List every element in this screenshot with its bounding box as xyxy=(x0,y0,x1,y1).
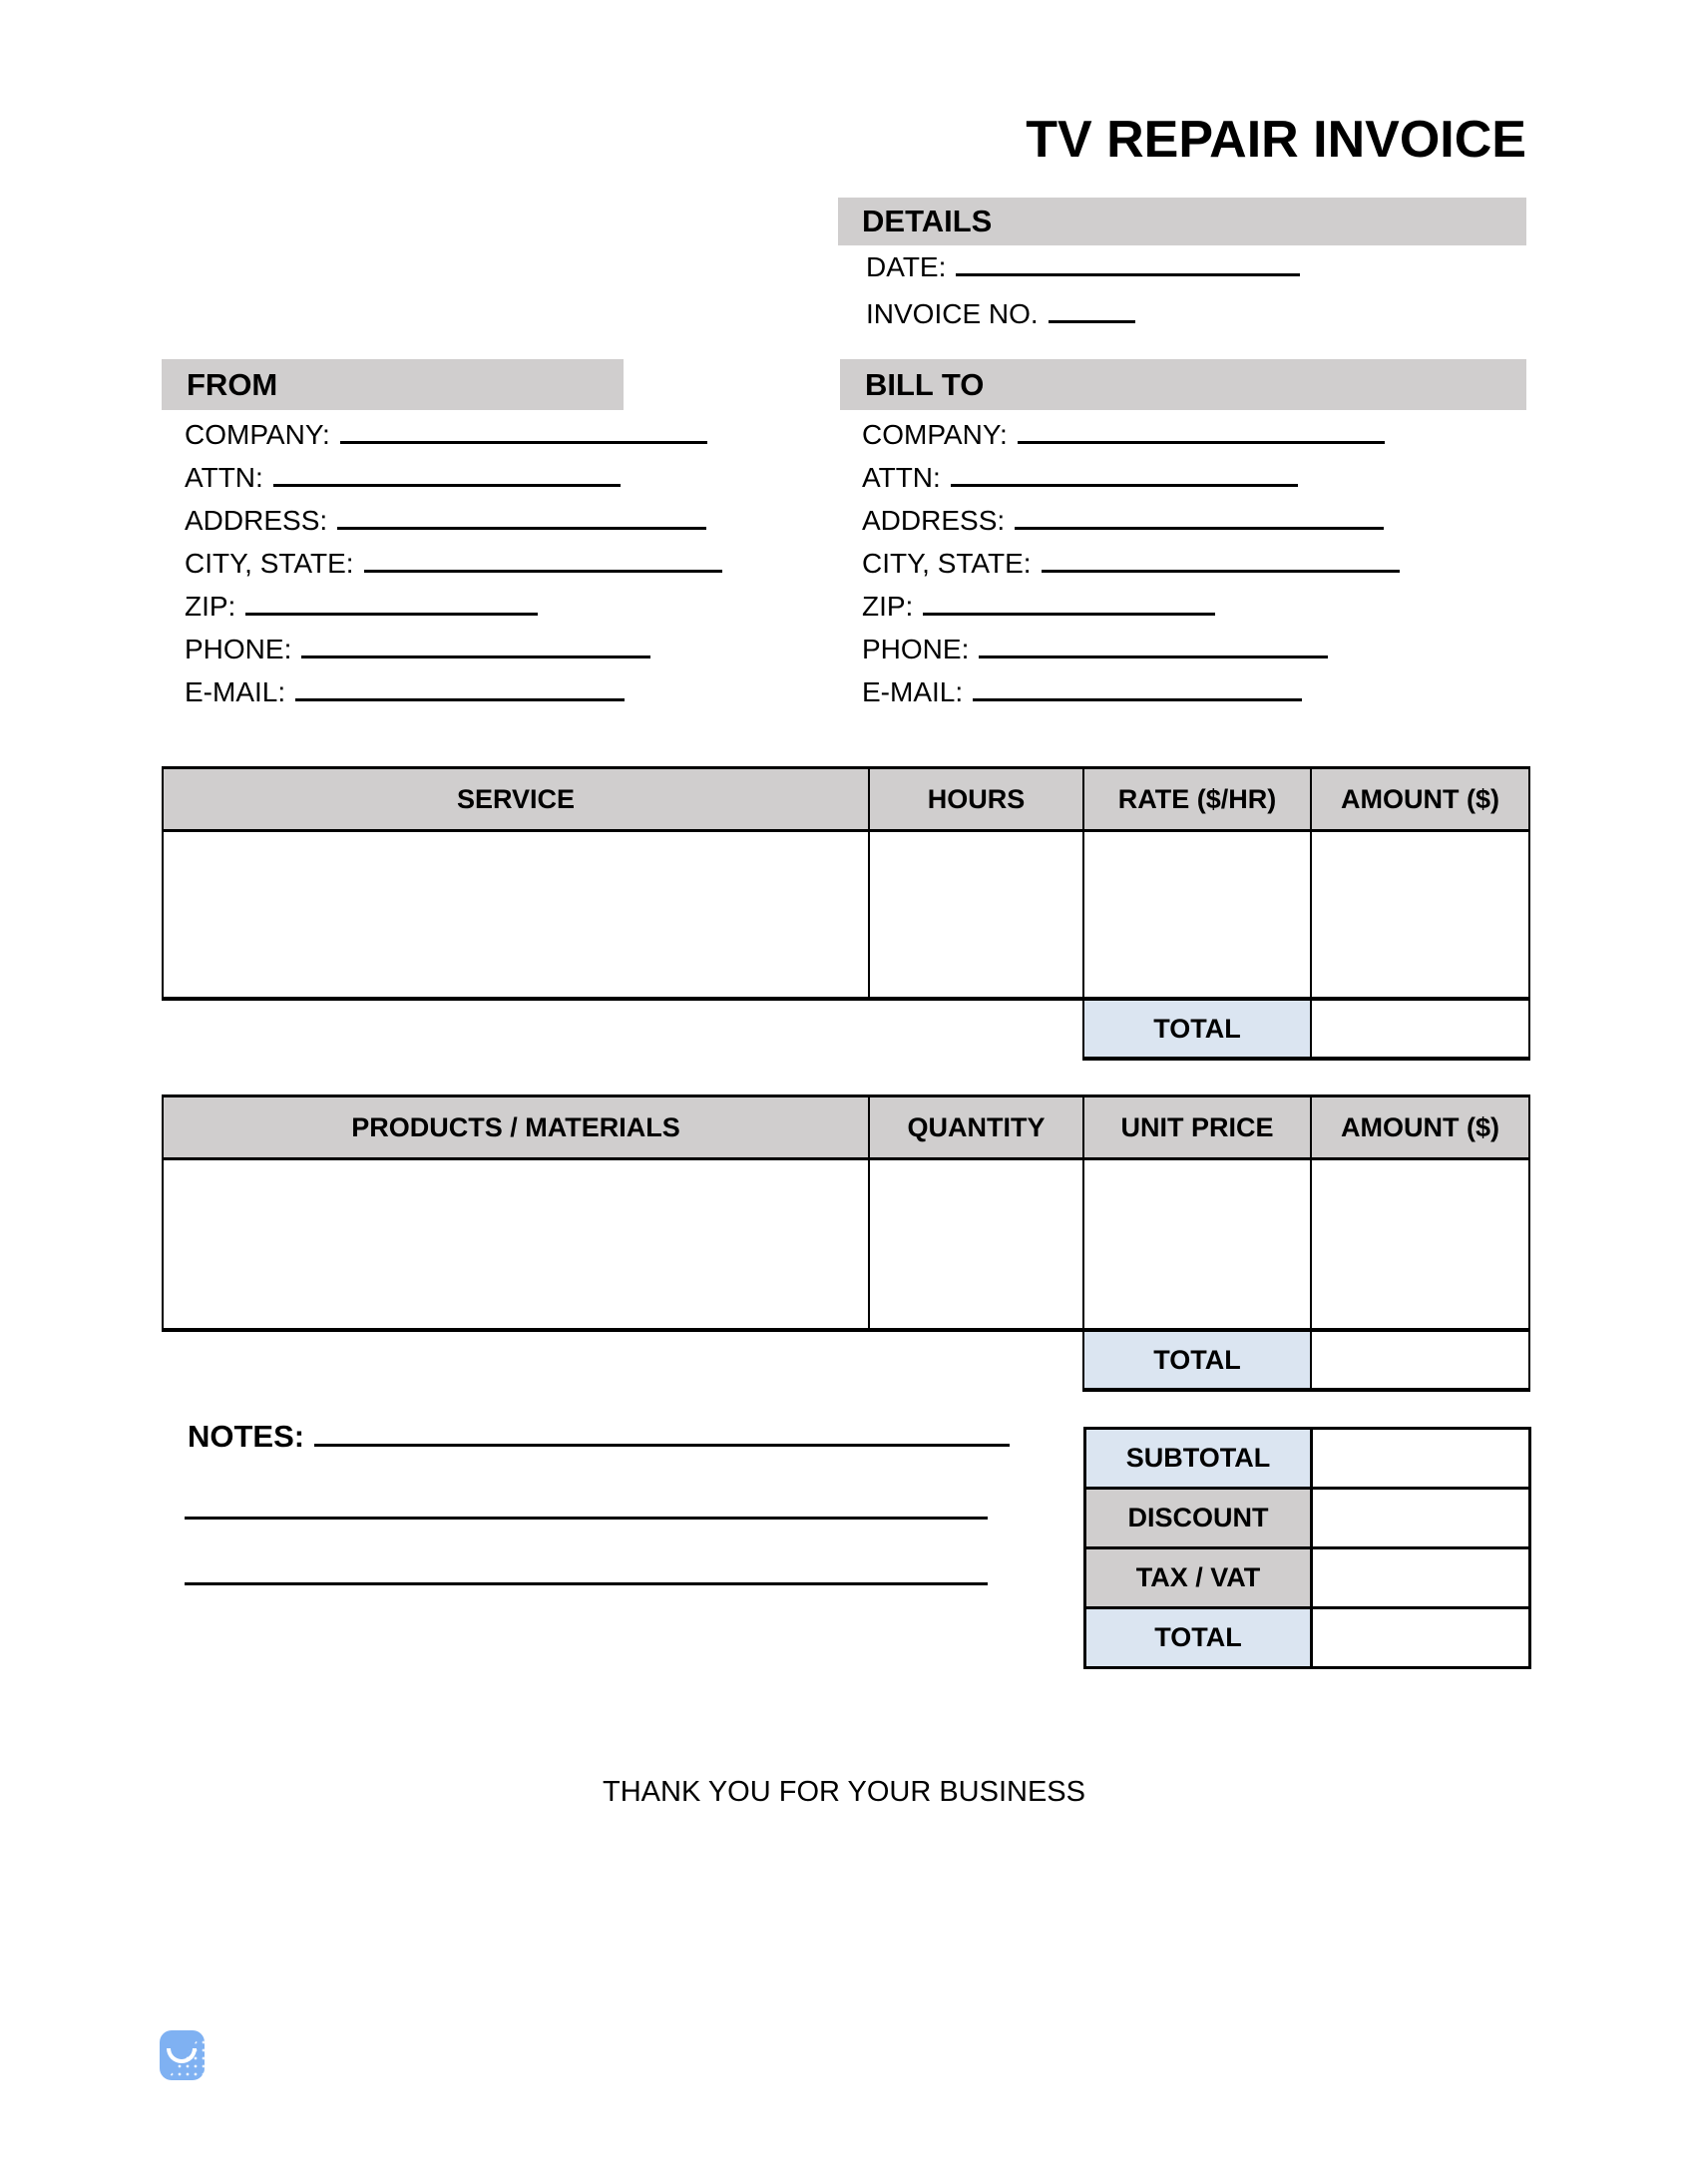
bill-to-phone-input-line[interactable] xyxy=(979,632,1328,658)
tax-vat-value-cell[interactable] xyxy=(1312,1548,1530,1608)
notes-row xyxy=(188,1419,1010,1455)
from-zip-row xyxy=(185,589,722,632)
bill-to-header-label: BILL TO xyxy=(865,366,985,402)
subtotal-row xyxy=(1085,1429,1530,1489)
products-table-header-row xyxy=(163,1096,1529,1159)
notes-input-line-3[interactable] xyxy=(185,1582,988,1585)
bill-to-city-state-label: CITY, STATE: xyxy=(862,548,1032,579)
date-label: DATE: xyxy=(866,251,947,282)
bill-to-phone-row xyxy=(862,632,1400,674)
from-zip-input-line[interactable] xyxy=(245,589,538,616)
bill-to-email-input-line[interactable] xyxy=(973,674,1302,701)
hours-col-header: HOURS xyxy=(869,768,1083,831)
quantity-col-header: QUANTITY xyxy=(869,1096,1083,1159)
tax-vat-label: TAX / VAT xyxy=(1085,1548,1312,1608)
amount-col-header: AMOUNT ($) xyxy=(1311,768,1529,831)
bill-to-email-row xyxy=(862,674,1400,717)
from-attn-label: ATTN: xyxy=(185,462,263,493)
products-col-header: PRODUCTS / MATERIALS xyxy=(163,1096,869,1159)
smile-logo-icon xyxy=(160,2030,205,2080)
grand-total-value-cell[interactable] xyxy=(1312,1608,1530,1668)
invoice-no-label: INVOICE NO. xyxy=(866,298,1039,329)
products-total-label: TOTAL xyxy=(1083,1330,1311,1390)
rate-col-header: RATE ($/HR) xyxy=(1083,768,1311,831)
bill-to-fields xyxy=(862,417,1400,717)
products-amount-cell[interactable] xyxy=(1311,1159,1529,1331)
bill-to-city-state-input-line[interactable] xyxy=(1042,546,1400,573)
products-table-row xyxy=(163,1159,1529,1331)
service-rate-cell[interactable] xyxy=(1083,831,1311,1000)
service-table-row xyxy=(163,831,1529,1000)
notes-label: NOTES: xyxy=(188,1419,305,1454)
products-unit-price-cell[interactable] xyxy=(1083,1159,1311,1331)
from-city-state-label: CITY, STATE: xyxy=(185,548,354,579)
bill-to-section-bar xyxy=(840,359,1526,410)
bill-to-attn-input-line[interactable] xyxy=(951,460,1298,487)
bill-to-phone-label: PHONE: xyxy=(862,634,970,664)
products-table xyxy=(162,1094,1530,1392)
from-address-row xyxy=(185,503,722,546)
discount-label: DISCOUNT xyxy=(1085,1489,1312,1548)
invoice-no-field-row xyxy=(866,296,1300,343)
service-hours-cell[interactable] xyxy=(869,831,1083,1000)
bill-to-address-label: ADDRESS: xyxy=(862,505,1006,536)
notes-input-line-2[interactable] xyxy=(185,1517,988,1520)
products-description-cell[interactable] xyxy=(163,1159,869,1331)
date-field-row xyxy=(866,249,1300,296)
from-email-row xyxy=(185,674,722,717)
bill-to-email-label: E-MAIL: xyxy=(862,676,964,707)
from-address-label: ADDRESS: xyxy=(185,505,328,536)
bill-to-zip-label: ZIP: xyxy=(862,591,914,622)
service-amount-cell[interactable] xyxy=(1311,831,1529,1000)
grand-total-row xyxy=(1085,1608,1530,1668)
bill-to-company-row xyxy=(862,417,1400,460)
service-total-row xyxy=(163,999,1529,1059)
service-total-label: TOTAL xyxy=(1083,999,1311,1059)
subtotal-value-cell[interactable] xyxy=(1312,1429,1530,1489)
grand-total-label: TOTAL xyxy=(1085,1608,1312,1668)
notes-input-line-1[interactable] xyxy=(314,1420,1010,1447)
from-phone-row xyxy=(185,632,722,674)
from-city-state-input-line[interactable] xyxy=(364,546,722,573)
service-total-spacer xyxy=(163,999,1083,1059)
details-fields xyxy=(866,249,1300,343)
products-amount-col-header: AMOUNT ($) xyxy=(1311,1096,1529,1159)
bill-to-zip-row xyxy=(862,589,1400,632)
from-section-bar xyxy=(162,359,624,410)
bill-to-attn-row xyxy=(862,460,1400,503)
from-zip-label: ZIP: xyxy=(185,591,236,622)
service-col-header: SERVICE xyxy=(163,768,869,831)
from-company-row xyxy=(185,417,722,460)
unit-price-col-header: UNIT PRICE xyxy=(1083,1096,1311,1159)
from-email-input-line[interactable] xyxy=(295,674,625,701)
details-header-label: DETAILS xyxy=(862,204,993,238)
products-quantity-cell[interactable] xyxy=(869,1159,1083,1331)
products-total-row xyxy=(163,1330,1529,1390)
date-input-line[interactable] xyxy=(956,249,1300,276)
bill-to-address-row xyxy=(862,503,1400,546)
from-company-label: COMPANY: xyxy=(185,419,330,450)
bill-to-address-input-line[interactable] xyxy=(1015,503,1384,530)
from-email-label: E-MAIL: xyxy=(185,676,286,707)
from-city-state-row xyxy=(185,546,722,589)
bill-to-city-state-row xyxy=(862,546,1400,589)
discount-value-cell[interactable] xyxy=(1312,1489,1530,1548)
page-title: TV REPAIR INVOICE xyxy=(1026,111,1526,169)
products-total-value-cell[interactable] xyxy=(1311,1330,1529,1390)
tax-vat-row xyxy=(1085,1548,1530,1608)
from-attn-row xyxy=(185,460,722,503)
products-total-spacer xyxy=(163,1330,1083,1390)
service-table-header-row xyxy=(163,768,1529,831)
thank-you-message: THANK YOU FOR YOUR BUSINESS xyxy=(603,1776,1085,1808)
from-address-input-line[interactable] xyxy=(337,503,706,530)
invoice-no-input-line[interactable] xyxy=(1049,296,1135,323)
service-description-cell[interactable] xyxy=(163,831,869,1000)
service-total-value-cell[interactable] xyxy=(1311,999,1529,1059)
from-attn-input-line[interactable] xyxy=(273,460,621,487)
discount-row xyxy=(1085,1489,1530,1548)
from-phone-input-line[interactable] xyxy=(301,632,650,658)
from-company-input-line[interactable] xyxy=(340,417,707,444)
details-section-bar xyxy=(838,198,1526,245)
from-fields xyxy=(185,417,722,717)
from-header-label: FROM xyxy=(187,366,278,402)
summary-table xyxy=(1083,1427,1531,1669)
bill-to-company-label: COMPANY: xyxy=(862,419,1008,450)
bill-to-company-input-line[interactable] xyxy=(1018,417,1385,444)
service-table xyxy=(162,766,1530,1061)
bill-to-attn-label: ATTN: xyxy=(862,462,941,493)
from-phone-label: PHONE: xyxy=(185,634,292,664)
bill-to-zip-input-line[interactable] xyxy=(923,589,1215,616)
subtotal-label: SUBTOTAL xyxy=(1085,1429,1312,1489)
